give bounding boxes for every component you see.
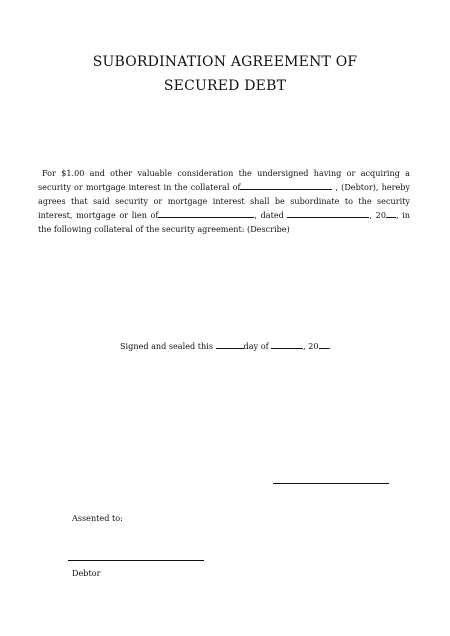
signed-text-4: . <box>328 341 332 351</box>
month-blank <box>271 339 303 349</box>
date-blank <box>287 208 369 218</box>
debtor-label: Debtor <box>72 568 101 578</box>
year-blank <box>386 208 396 218</box>
paragraph-text-1: For $1.00 and other valuable consideration the undersigned having or acquiring a security or mortgage interest in the collateral of <box>38 168 410 192</box>
paragraph-text-3: , dated <box>254 210 288 220</box>
collateral-owner-blank <box>240 180 332 190</box>
signed-text-1: Signed and sealed this <box>120 341 216 351</box>
signed-text-2: day of <box>243 341 272 351</box>
paragraph-text-5: , in the following collateral of the security agreement: (Describe) <box>38 210 410 234</box>
paragraph-text-4: , 20 <box>369 210 386 220</box>
assented-to-label: Assented to: <box>72 513 123 523</box>
signed-text-3: , 20 <box>303 341 319 351</box>
document-title-line-1: SUBORDINATION AGREEMENT OF <box>92 54 358 70</box>
agreement-paragraph <box>38 166 410 236</box>
day-blank <box>216 339 244 349</box>
signature-line-debtor <box>68 560 204 561</box>
signature-line-secured-party <box>273 483 389 484</box>
document-title-line-2: SECURED DEBT <box>163 78 287 94</box>
lienholder-blank <box>158 208 254 218</box>
paragraph-text-2: , (Debtor), hereby agrees that said security or mortgage interest shall be subordinate to the security interest, mortgage or lien of <box>38 182 410 220</box>
signed-sealed-line <box>120 339 331 352</box>
signed-year-blank <box>319 339 329 349</box>
